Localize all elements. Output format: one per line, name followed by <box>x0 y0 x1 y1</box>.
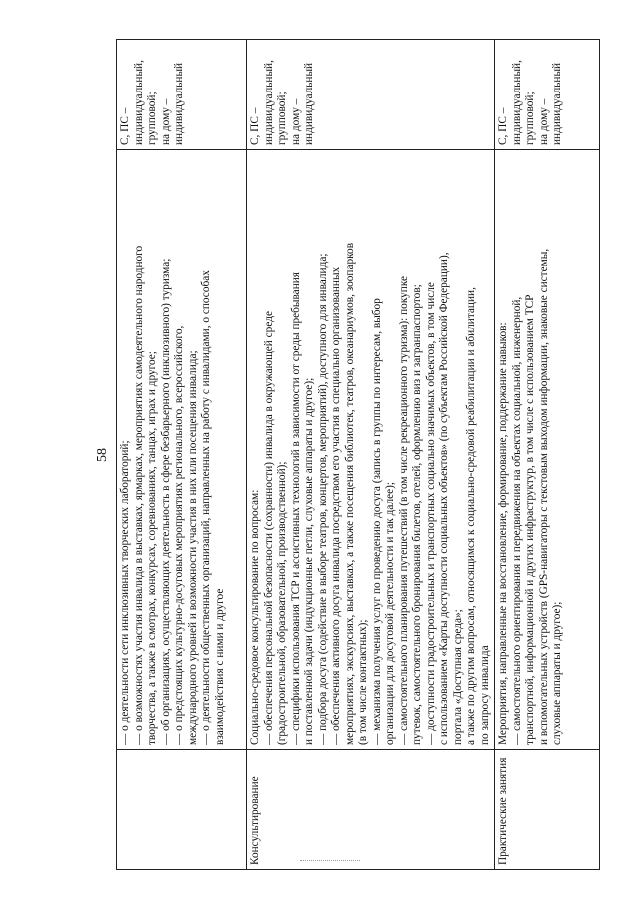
table-row <box>495 40 600 870</box>
content-line: организации для досуговой деятельности и так далее); <box>384 481 396 745</box>
content-line: по запросу инвалида <box>478 645 491 745</box>
content-line: — механизма получения услуг по проведению досуга (запись в группы по интересам, выбор <box>370 298 383 745</box>
content-line: — о деятельности сети инклюзивных творческих лабораторий; <box>119 440 131 745</box>
content-line: слуховые аппараты и другое); <box>551 601 563 745</box>
executor-line: групповой; <box>524 91 536 145</box>
content-line: портала «Доступная среда»; <box>451 609 464 745</box>
executor-line: С, ПС – <box>119 107 131 145</box>
content-line: — о возможностях участия инвалида в выставках, ярмарках, мероприятиях самодеятельного народного <box>132 245 145 745</box>
scan-margin-mark <box>300 860 360 861</box>
service-content-cell <box>495 150 600 750</box>
executor-line: групповой; <box>146 91 158 145</box>
service-executor-cell <box>247 40 495 150</box>
content-line: и поставленной задачи (индукционные петли, слуховые аппараты и другое); <box>303 377 315 745</box>
content-line: международного уровней и возможности участия в них или посещения инвалида; <box>186 350 199 745</box>
content-line: — о деятельности общественных организаций, направленных на работу с инвалидами, о способах <box>200 270 212 745</box>
service-form-cell <box>117 750 247 870</box>
executor-line: индивидуальный <box>551 62 563 145</box>
service-form-cell: Практические занятия <box>495 750 600 870</box>
executor-line: на дому – <box>537 98 550 145</box>
executor-line: на дому – <box>289 98 302 145</box>
executor-line: индивидуальный <box>303 62 315 145</box>
content-line: (в том числе контактных); <box>357 619 369 745</box>
service-executor-cell <box>495 40 600 150</box>
content-line: а также по другим вопросам, относящимся к социально-средовой реабилитации и абилитации, <box>465 287 477 745</box>
executor-line: групповой; <box>276 91 288 145</box>
page-number: 58 <box>95 448 110 462</box>
content-line: — обеспечения персональной безопасности (сохранности) инвалида в окружающей среде <box>262 311 275 745</box>
executor-line: С, ПС – <box>497 107 509 145</box>
content-line: мероприятиях, экскурсиях, выставках, а также посещения библиотек, театров, океанариумов, зоопарков <box>343 242 356 745</box>
content-line: творчества, а также в смотрах, конкурсах, соревнованиях, танцах, играх и другое; <box>146 351 158 745</box>
executor-line: индивидуальный, <box>132 60 145 145</box>
services-table <box>116 39 600 870</box>
content-line: Мероприятия, направленные на восстановление, формирование, поддержание навыков: <box>497 322 509 745</box>
content-line: путевок, самостоятельного бронирования билетов, отелей, оформлению виз и загранпаспортов; <box>411 284 423 745</box>
content-line: и вспомогательных устройств (GPS-навигаторы с текстовым выходом информации, знаковые системы, <box>537 248 550 745</box>
content-line: — об организациях, осуществляющих деятельность в сфере безбарьерного (инклюзивного) туризма; <box>159 258 172 745</box>
content-line: — подбора досуга (содействие в выборе театров, концертов, мероприятий), доступного для инвалида; <box>316 253 329 745</box>
content-line: (градостроительной, образовательной, производственной); <box>276 461 288 745</box>
executor-line: индивидуальный, <box>262 60 275 145</box>
executor-line: индивидуальный, <box>510 60 523 145</box>
content-line: транспортной, информационной и других инфраструктур, в том числе с использованием ТСР <box>524 294 536 745</box>
service-content-cell <box>247 150 495 750</box>
executor-line: на дому – <box>159 98 172 145</box>
content-line: — самостоятельного планирования путешествий (в том числе рекреационного туризма): покупке <box>397 275 410 745</box>
service-content-cell <box>117 150 247 750</box>
content-line: с использованием «Карты доступности социальных объектов» (по субъектам Российской Федерации), <box>438 252 450 745</box>
content-line: Социально-средовое консультирование по вопросам: <box>249 489 261 745</box>
rotated-page-content <box>96 40 566 870</box>
content-line: — о предстоящих культурно-досуговых мероприятиях регионального, всероссийского, <box>173 325 185 745</box>
executor-line: индивидуальный <box>173 62 185 145</box>
service-form-cell: Консультирование <box>247 750 495 870</box>
content-line: — обеспечения активного досуга инвалида посредством его участия в специально организованных <box>330 266 342 745</box>
table-row <box>247 40 495 870</box>
content-line: взаимодействия с ними и другое <box>213 588 226 745</box>
table-row <box>117 40 247 870</box>
content-line: — доступности градостроительных и транспортных социально значимых объектов, в том числе <box>424 282 437 745</box>
service-executor-cell <box>117 40 247 150</box>
content-line: — самостоятельного ориентирования и передвижения на объектах социальной, инженерной, <box>510 296 523 745</box>
executor-line: С, ПС – <box>249 107 261 145</box>
content-line: — специфики использования ТСР и ассистивных технологий в зависимости от среды пребывания <box>289 272 302 745</box>
